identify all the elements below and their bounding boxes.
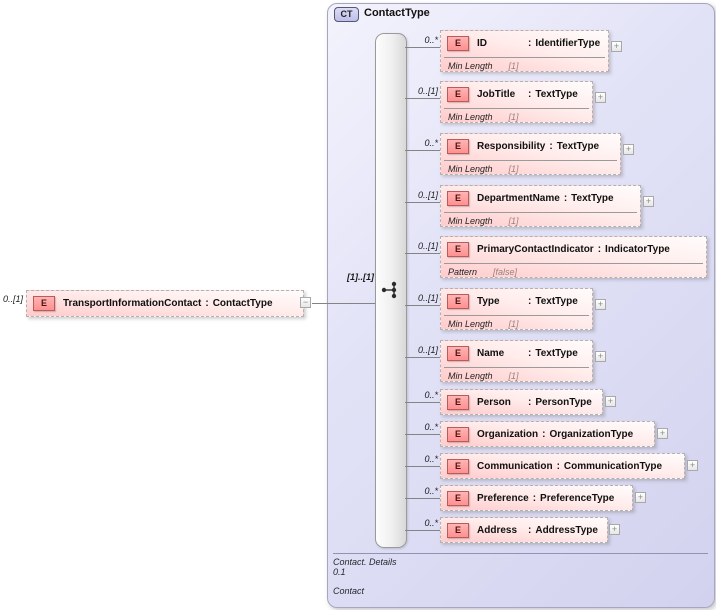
connector-line xyxy=(405,253,440,254)
complextype-title: ContactType xyxy=(364,7,430,19)
element-type: TextType xyxy=(535,89,578,100)
element-box-responsibility[interactable] xyxy=(440,133,621,175)
facet-row xyxy=(448,112,519,122)
element-box-organization[interactable] xyxy=(440,421,655,447)
element-name: ID xyxy=(477,38,487,49)
connector-line xyxy=(312,303,377,304)
connector-line xyxy=(405,150,440,151)
facet-row xyxy=(448,267,517,277)
cardinality-label: 0..* xyxy=(424,454,438,464)
element-type: IndicatorType xyxy=(605,244,670,255)
expand-icon[interactable]: + xyxy=(643,196,654,207)
footer-object-class: Contact xyxy=(333,586,365,596)
type-separator: : xyxy=(528,296,532,307)
element-name: Communication xyxy=(477,460,553,472)
cardinality-label: 0..* xyxy=(424,35,438,45)
facet-row xyxy=(448,61,519,71)
expand-icon[interactable]: + xyxy=(595,351,606,362)
type-separator: : xyxy=(563,193,568,204)
cardinality-label: 0..[1] xyxy=(417,190,438,200)
footer-version: 0.1 xyxy=(333,567,346,577)
facet-value: [1] xyxy=(508,319,519,329)
facet-row xyxy=(448,371,519,381)
element-type: ContactType xyxy=(212,298,273,309)
element-badge-icon: E xyxy=(447,139,469,154)
element-type: TextType xyxy=(556,141,600,152)
connector-line xyxy=(405,357,440,358)
facet-row xyxy=(448,216,519,226)
cardinality-label: 0..[1] xyxy=(417,293,438,303)
facet-divider xyxy=(444,160,617,161)
facet-label: Min Length xyxy=(448,112,493,122)
element-type: TextType xyxy=(535,348,578,359)
element-badge-icon: E xyxy=(447,427,469,442)
element-box-jobtitle[interactable] xyxy=(440,81,593,123)
connector-line xyxy=(405,434,440,435)
connector-line xyxy=(405,305,440,306)
facet-divider xyxy=(444,367,589,368)
element-name: Organization xyxy=(477,428,539,440)
expand-icon[interactable]: + xyxy=(657,428,668,439)
element-badge-icon: E xyxy=(447,36,469,51)
connector-line xyxy=(405,47,440,48)
expand-icon[interactable]: + xyxy=(605,396,616,407)
connector-line xyxy=(405,98,440,99)
element-type: TextType xyxy=(535,296,578,307)
element-name: Person xyxy=(477,396,511,408)
element-type: PersonType xyxy=(535,396,592,408)
element-badge-icon: E xyxy=(33,296,55,311)
type-separator: : xyxy=(549,141,553,152)
type-separator: : xyxy=(532,492,537,504)
element-name: DepartmentName xyxy=(477,193,560,204)
collapse-icon[interactable]: − xyxy=(300,297,311,308)
facet-divider xyxy=(444,263,703,264)
connector-line xyxy=(405,402,440,403)
facet-row xyxy=(448,164,519,174)
sequence-icon xyxy=(380,280,402,300)
element-name: TransportInformationContact xyxy=(63,298,202,309)
facet-divider xyxy=(444,212,637,213)
element-badge-icon: E xyxy=(447,395,469,410)
expand-icon[interactable]: + xyxy=(611,41,622,52)
cardinality-label: 0..* xyxy=(424,422,438,432)
cardinality-label: 0..[1] xyxy=(3,294,24,304)
element-name: JobTitle xyxy=(477,89,516,100)
facet-label: Min Length xyxy=(448,164,493,174)
type-separator: : xyxy=(528,396,532,408)
element-type: OrganizationType xyxy=(549,428,634,440)
element-badge-icon: E xyxy=(447,459,469,474)
facet-value: [1] xyxy=(508,216,519,226)
facet-value: [1] xyxy=(508,371,519,381)
cardinality-label: 0..[1] xyxy=(417,86,438,96)
connector-line xyxy=(405,466,440,467)
facet-label: Min Length xyxy=(448,319,493,329)
type-separator: : xyxy=(556,460,560,472)
element-box-name[interactable] xyxy=(440,340,593,382)
element-type: PreferenceType xyxy=(540,492,615,504)
element-name: Address xyxy=(477,524,518,536)
type-separator: : xyxy=(528,38,532,49)
connector-line xyxy=(405,498,440,499)
element-box-address[interactable] xyxy=(440,517,608,543)
facet-value: [1] xyxy=(508,61,519,71)
element-box-person[interactable] xyxy=(440,389,603,415)
element-badge-icon: E xyxy=(447,523,469,538)
facet-row xyxy=(448,319,519,329)
facet-label: Min Length xyxy=(448,61,493,71)
element-box-transportinformationcontact[interactable] xyxy=(26,290,304,317)
facet-label: Min Length xyxy=(448,371,493,381)
element-box-primarycontactindicator[interactable] xyxy=(440,236,707,278)
element-name: PrimaryContactIndicator xyxy=(477,244,594,255)
element-box-departmentname[interactable] xyxy=(440,185,641,227)
connector-line xyxy=(405,202,440,203)
footer-dictionary-entry: Contact. Details xyxy=(333,557,397,567)
cardinality-label: 0..* xyxy=(424,138,438,148)
element-name: Name xyxy=(477,348,505,359)
connector-line xyxy=(405,530,440,531)
element-badge-icon: E xyxy=(447,191,469,206)
group-cardinality-label: [1]..[1] xyxy=(347,272,374,282)
type-separator: : xyxy=(205,298,209,309)
cardinality-label: 0..* xyxy=(424,390,438,400)
element-badge-icon: E xyxy=(447,294,469,309)
element-type: IdentifierType xyxy=(535,38,601,49)
facet-label: Min Length xyxy=(448,216,493,226)
element-badge-icon: E xyxy=(447,346,469,361)
element-type: TextType xyxy=(571,193,614,204)
element-box-communication[interactable] xyxy=(440,453,685,479)
element-box-id[interactable] xyxy=(440,30,609,72)
element-name: Responsibility xyxy=(477,141,546,152)
element-name: Preference xyxy=(477,492,529,504)
element-type: CommunicationType xyxy=(563,460,663,472)
expand-icon[interactable]: + xyxy=(687,460,698,471)
cardinality-label: 0..* xyxy=(424,518,438,528)
facet-value: [false] xyxy=(493,267,518,277)
element-box-type[interactable] xyxy=(440,288,593,330)
expand-icon[interactable]: + xyxy=(623,144,634,155)
expand-icon[interactable]: + xyxy=(609,524,620,535)
footer-divider xyxy=(333,553,708,554)
complextype-badge: CT xyxy=(334,7,359,22)
element-badge-icon: E xyxy=(447,242,469,257)
cardinality-label: 0..[1] xyxy=(417,345,438,355)
facet-value: [1] xyxy=(508,112,519,122)
facet-divider xyxy=(444,315,589,316)
type-separator: : xyxy=(528,348,532,359)
element-type: AddressType xyxy=(535,524,598,536)
facet-divider xyxy=(444,108,589,109)
expand-icon[interactable]: + xyxy=(635,492,646,503)
facet-label: Pattern xyxy=(448,267,478,277)
element-box-preference[interactable] xyxy=(440,485,633,511)
element-badge-icon: E xyxy=(447,491,469,506)
expand-icon[interactable]: + xyxy=(595,92,606,103)
element-name: Type xyxy=(477,296,500,307)
cardinality-label: 0..[1] xyxy=(417,241,438,251)
expand-icon[interactable]: + xyxy=(595,299,606,310)
element-badge-icon: E xyxy=(447,87,469,102)
type-separator: : xyxy=(542,428,546,440)
cardinality-label: 0..* xyxy=(424,486,438,496)
facet-value: [1] xyxy=(508,164,519,174)
type-separator: : xyxy=(597,244,602,255)
facet-divider xyxy=(444,57,605,58)
type-separator: : xyxy=(528,524,532,536)
type-separator: : xyxy=(528,89,532,100)
